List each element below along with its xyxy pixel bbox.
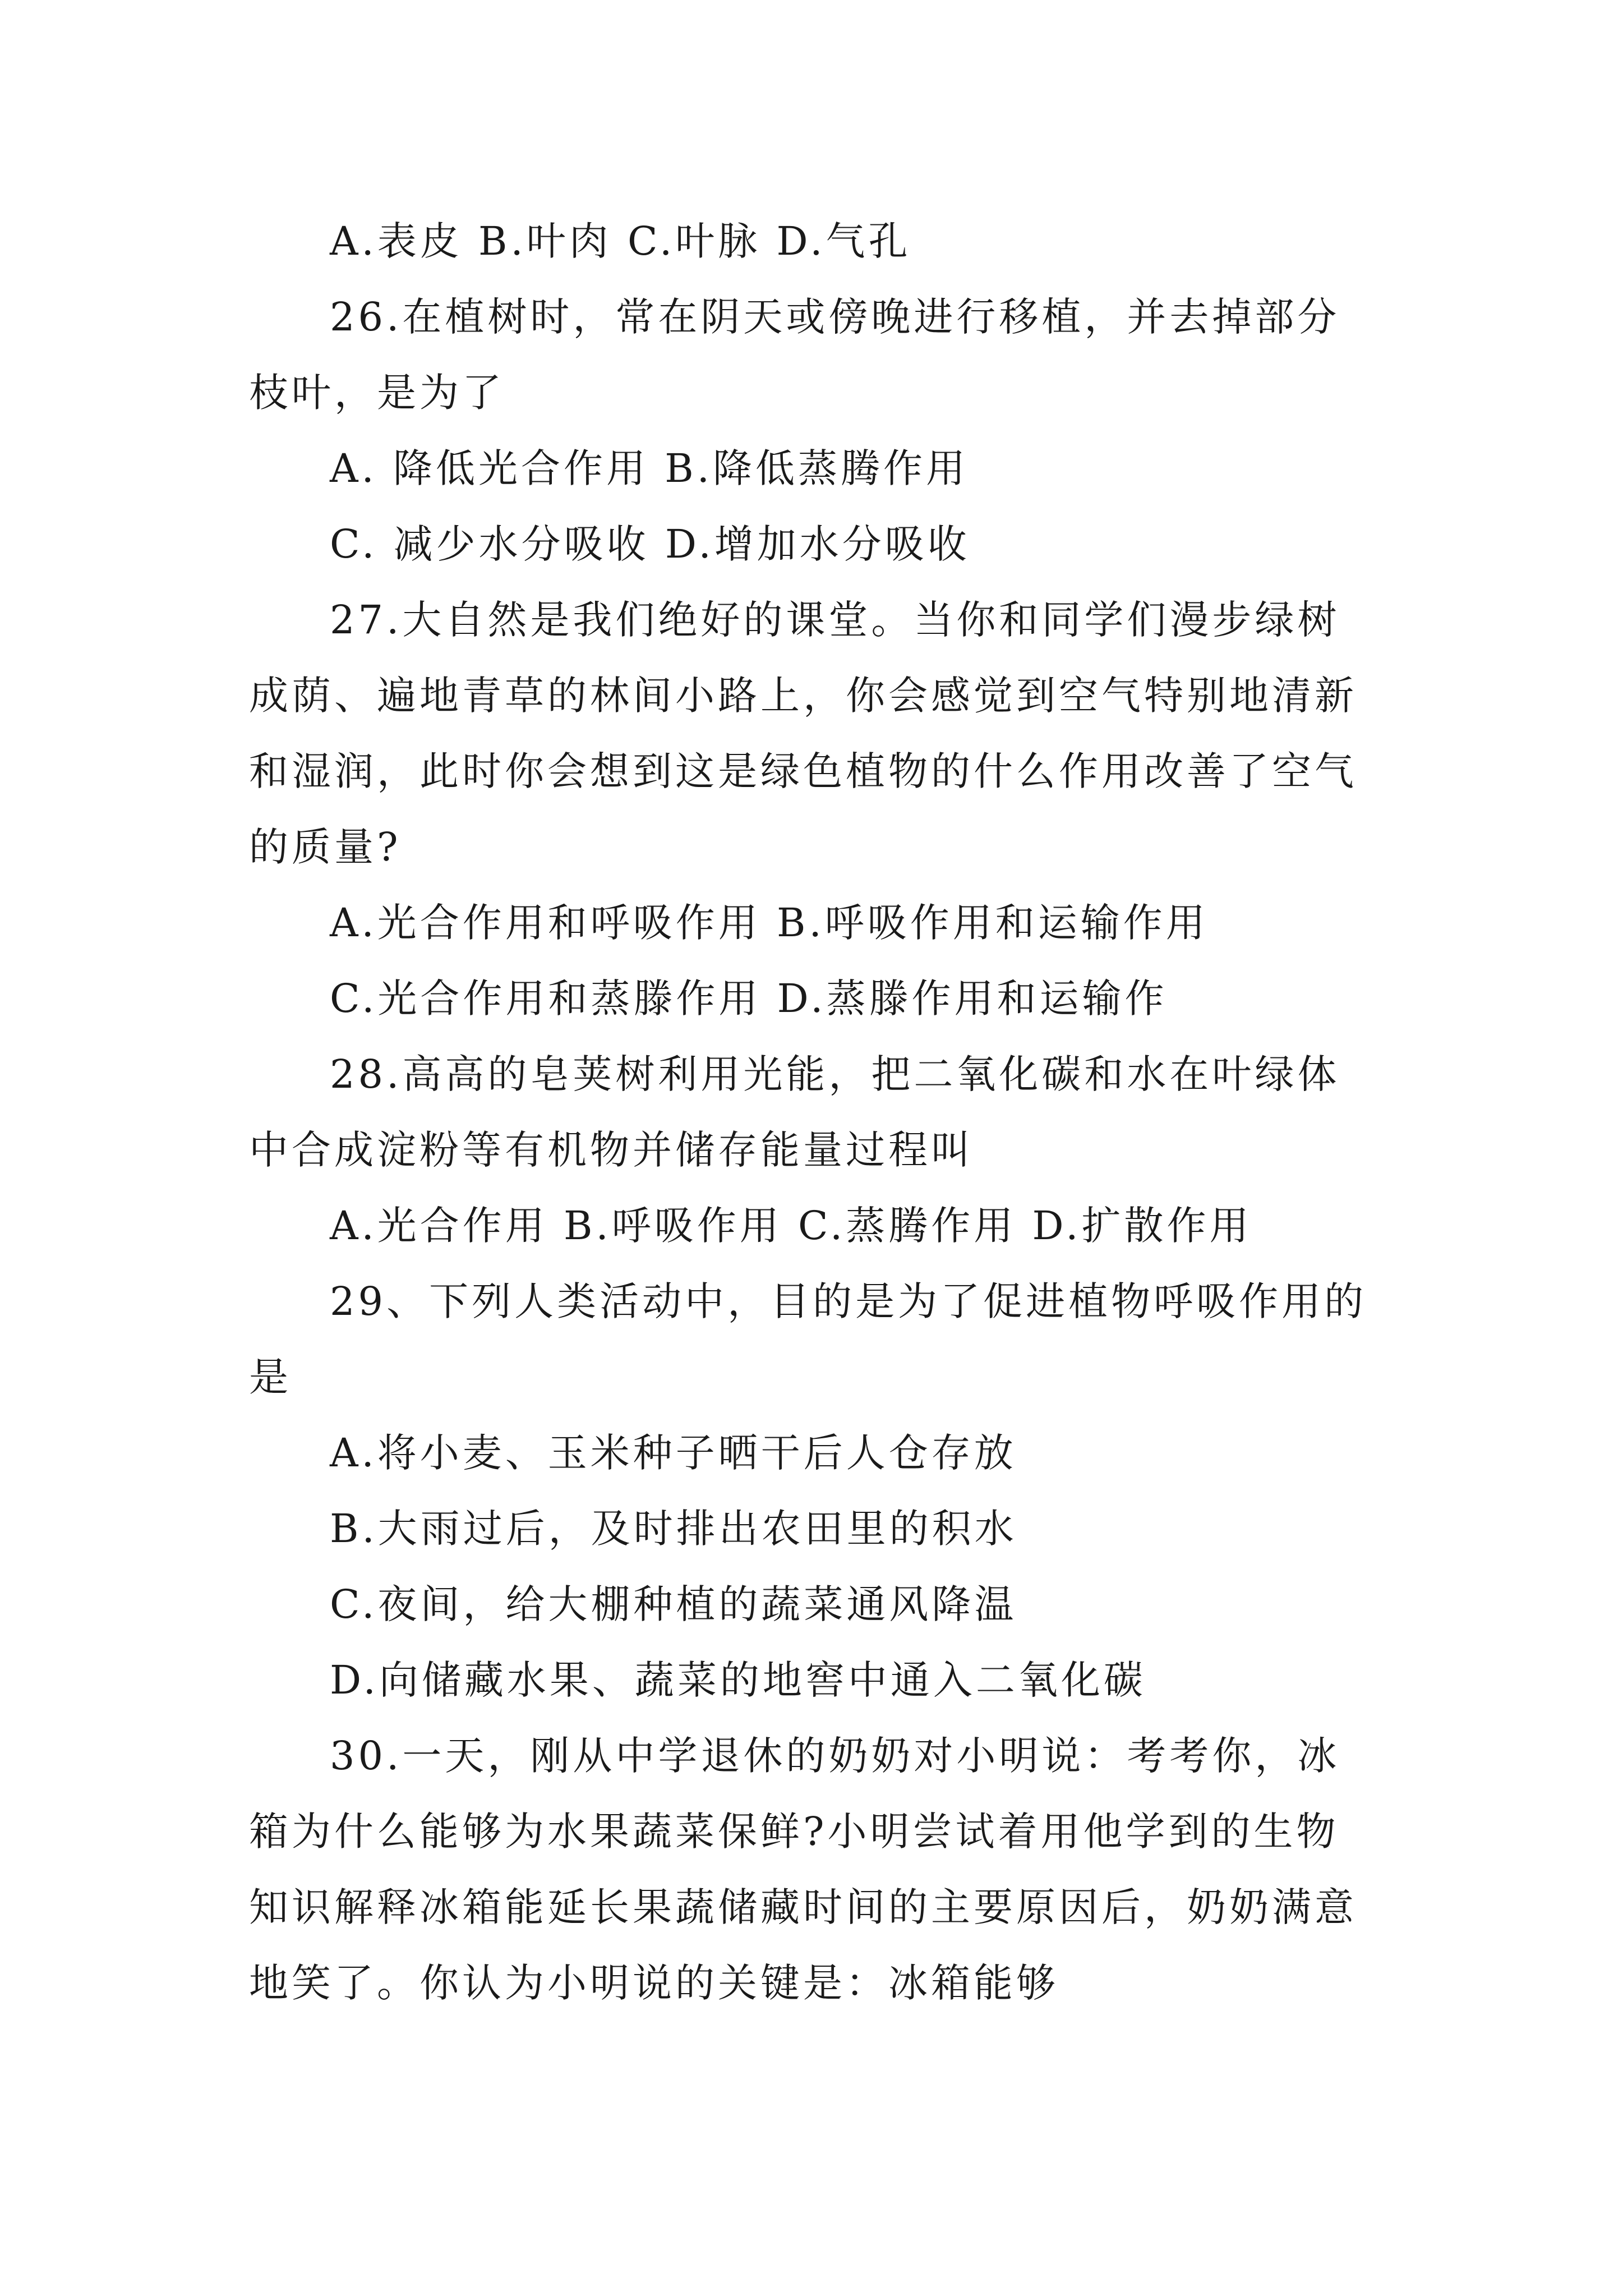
q29-option-c: C.夜间，给大棚种植的蔬菜通风降温 xyxy=(330,1581,1017,1627)
q26-options-cd: C. 减少水分吸收 D.增加水分吸收 xyxy=(330,521,970,567)
q26-stem-line-1: 26.在植树时，常在阴天或傍晚进行移植，并去掉部分 xyxy=(330,294,1340,340)
q30-stem-line-4: 地笑了。你认为小明说的关键是：冰箱能够 xyxy=(249,1960,1059,2006)
q28-stem-line-1: 28.高高的皂荚树利用光能，把二氧化碳和水在叶绿体 xyxy=(330,1051,1340,1097)
q25-options: A.表皮 B.叶肉 C.叶脉 D.气孔 xyxy=(330,218,911,264)
q27-stem-line-2: 成荫、遍地青草的林间小路上，你会感觉到空气特别地清新 xyxy=(249,673,1357,719)
q27-stem-line-1: 27.大自然是我们绝好的课堂。当你和同学们漫步绿树 xyxy=(330,597,1340,643)
q30-stem-line-2: 箱为什么能够为水果蔬菜保鲜?小明尝试着用他学到的生物 xyxy=(249,1809,1339,1855)
q29-option-b: B.大雨过后，及时排出农田里的积水 xyxy=(330,1506,1017,1552)
q26-options-ab: A. 降低光合作用 B.降低蒸腾作用 xyxy=(330,445,969,491)
q27-options-cd: C.光合作用和蒸滕作用 D.蒸滕作用和运输作 xyxy=(330,976,1168,1022)
q27-options-ab: A.光合作用和呼吸作用 B.呼吸作用和运输作用 xyxy=(330,900,1209,946)
q28-options: A.光合作用 B.呼吸作用 C.蒸腾作用 D.扩散作用 xyxy=(330,1203,1252,1249)
q29-option-d: D.向储藏水果、蔬菜的地窖中通入二氧化碳 xyxy=(330,1657,1146,1703)
q27-stem-line-3: 和湿润，此时你会想到这是绿色植物的什么作用改善了空气 xyxy=(249,748,1357,794)
q30-stem-line-1: 30.一天，刚从中学退休的奶奶对小明说：考考你，冰 xyxy=(330,1733,1340,1779)
q28-stem-line-2: 中合成淀粉等有机物并储存能量过程叫 xyxy=(249,1127,974,1173)
q29-stem-line-2: 是 xyxy=(249,1354,292,1400)
q26-stem-line-2: 枝叶，是为了 xyxy=(249,370,505,416)
q29-option-a: A.将小麦、玉米种子晒干后人仓存放 xyxy=(330,1430,1017,1476)
q27-stem-line-4: 的质量? xyxy=(249,824,402,870)
q30-stem-line-3: 知识解释冰箱能延长果蔬储藏时间的主要原因后，奶奶满意 xyxy=(249,1884,1357,1930)
q29-stem-line-1: 29、下列人类活动中，目的是为了促进植物呼吸作用的 xyxy=(330,1278,1367,1324)
